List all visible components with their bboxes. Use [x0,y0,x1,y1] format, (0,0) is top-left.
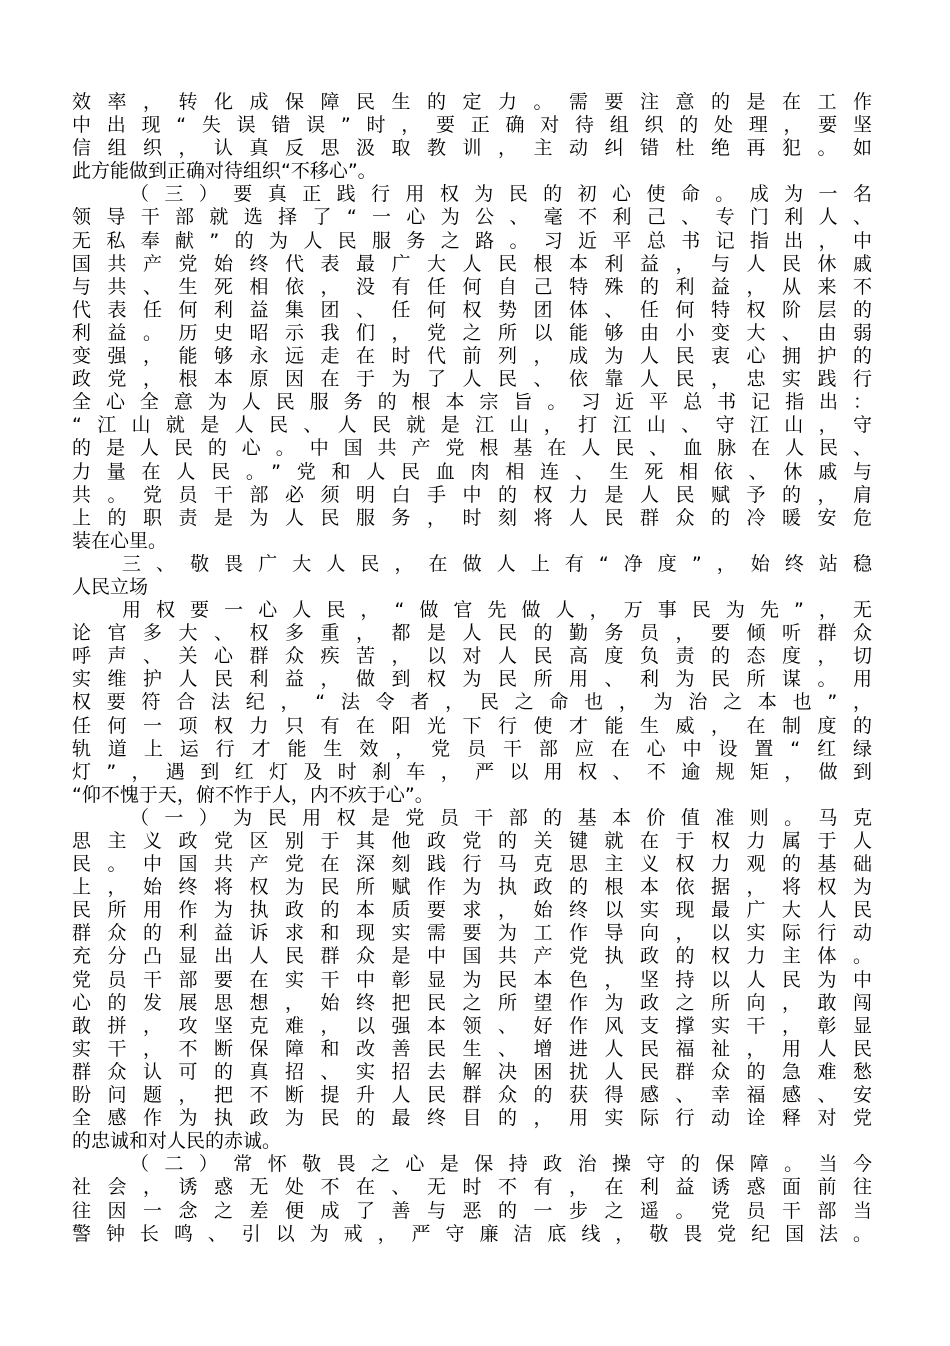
text-line: 国共产党始终代表最广大人民根本利益，与人民休戚 [72,252,872,275]
text-line: 盼问题，把不断提升人民群众的获得感、幸福感、安 [72,1084,872,1107]
text-line: 效率，转化成保障民生的定力。需要注意的是在工作 [72,91,872,113]
text-line: 全感作为执政为民的最终目的，用实际行动诠释对党 [72,1107,872,1130]
text-line: 轨道上运行才能生效，党员干部应在心中设置“红绿 [72,737,872,760]
text-line: 往因一念之差便成了善与恶的一步之遥。党员干部当 [72,1199,872,1222]
text-line: 实维护人民利益，做到权为民所用、利为民所谋。用 [72,668,872,691]
text-line: 利益。历史昭示我们，党之所以能够由小变大、由弱 [72,321,872,344]
text-line: （一）为民用权是党员干部的基本价值准则。马克 [130,806,872,829]
text-line: 权要符合法纪，“法令者，民之命也，为治之本也”， [72,691,872,714]
text-line: 信组织，认真反思汲取教训，主动纠错杜绝再犯。如 [72,137,872,160]
text-line: 与共、生死相依，没有任何自己特殊的利益，从来不 [72,275,872,298]
text-line: “仰不愧于天，俯不怍于人，内不疚于心”。 [72,783,434,806]
text-line: 社会，诱惑无处不在、无时不有，在利益诱惑面前往 [72,1176,872,1199]
text-line: （二）常怀敬畏之心是保持政治操守的保障。当今 [130,1153,872,1176]
section-heading: 三、敬畏广大人民，在做人上有“净度”，始终站稳 [122,552,872,575]
text-line: 思主义政党区别于其他政党的关键就在于权力属于人 [72,830,872,852]
text-line: （三）要真正践行用权为民的初心使命。成为一名 [130,183,872,206]
text-line: 的是人民的心。中国共产党根基在人民、血脉在人民、 [72,437,872,460]
text-line: 力量在人民。”党和人民血肉相连、生死相依、休戚与 [72,460,872,483]
text-line: “江山就是人民、人民就是江山，打江山、守江山，守 [72,414,872,437]
text-line: 代表任何利益集团、任何权势团体、任何特权阶层的 [72,298,872,321]
text-line: 实干，不断保障和改善民生、增进人民福祉，用人民 [72,1037,872,1060]
text-line: 敢拼，攻坚克难，以强本领、好作风支撑实干，彰显 [72,1014,872,1037]
text-line: 充分凸显出人民群众是中国共产党执政的权力主体。 [72,945,872,968]
text-line: 的忠诚和对人民的赤诚。 [72,1130,282,1153]
section-heading: 人民立场 [72,575,149,598]
text-line: 民。中国共产党在深刻践行马克思主义权力观的基础 [72,853,872,876]
text-line: 党员干部要在实干中彰显为民本色，坚持以人民为中 [72,968,872,991]
text-line: 警钟长鸣、引以为戒，严守廉洁底线，敬畏党纪国法。 [72,1222,872,1245]
text-line: 上的职责是为人民服务，时刻将人民群众的冷暖安危 [72,506,872,529]
text-line: 全心全意为人民服务的根本宗旨。习近平总书记指出： [72,391,872,414]
text-line: 装在心里。 [72,529,168,552]
text-line: 群众认可的真招、实招去解决困扰人民群众的急难愁 [72,1060,872,1083]
text-line: 灯”，遇到红灯及时刹车，严以用权、不逾规矩，做到 [72,760,872,783]
text-line: 论官多大、权多重，都是人民的勤务员，要倾听群众 [72,622,872,645]
text-line: 民所用作为执政的本质要求，始终以实现最广大人民 [72,899,872,922]
text-line: 用权要一心人民，“做官先做人，万事民为先”，无 [122,599,872,622]
text-line: 心的发展思想，始终把民之所望作为政之所向，敢闯 [72,991,872,1014]
text-line: 此方能做到正确对待组织“不移心”。 [72,160,377,183]
text-line: 群众的利益诉求和现实需要为工作导向，以实际行动 [72,922,872,945]
text-line: 任何一项权力只有在阳光下行使才能生威，在制度的 [72,714,872,737]
text-line: 变强，能够永远走在时代前列，成为人民衷心拥护的 [72,345,872,368]
text-line: 呼声、关心群众疾苦，以对人民高度负责的态度，切 [72,645,872,668]
text-line: 上，始终将权为民所赋作为执政的根本依据，将权为 [72,876,872,899]
text-line: 政党，根本原因在于为了人民、依靠人民，忠实践行 [72,368,872,391]
text-line: 中出现“失误错误”时，要正确对待组织的处理，要坚 [72,114,872,137]
text-line: 共。党员干部必须明白手中的权力是人民赋予的，肩 [72,483,872,506]
document-body [72,91,872,1246]
text-line: 无私奉献”的为人民服务之路。习近平总书记指出，中 [72,229,872,252]
text-line: 领导干部就选择了“一心为公、毫不利己、专门利人、 [72,206,872,229]
